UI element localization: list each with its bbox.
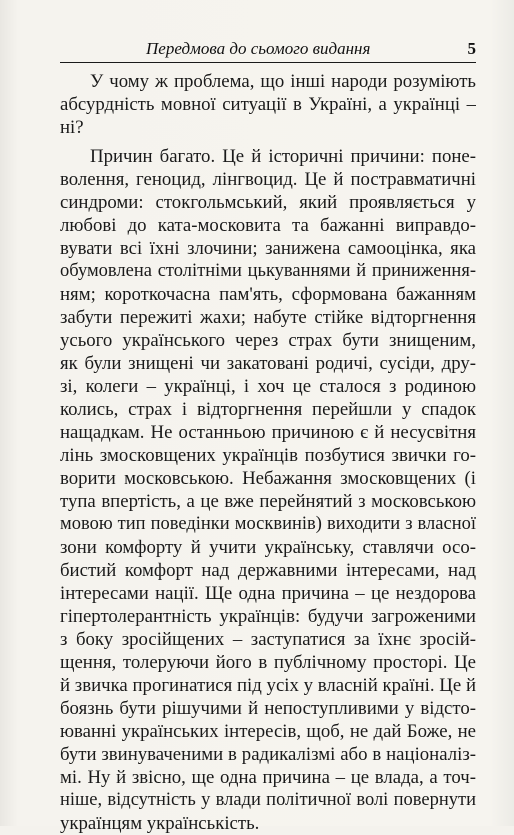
page-number: 5 <box>467 39 476 58</box>
text-line: обумовлена столітніми цькуваннями й приниження- <box>60 261 476 281</box>
text-line: ні? <box>60 117 84 138</box>
text-line: щення, толеруючи його в публічному просторі. Це <box>60 652 476 673</box>
text-line: тупа впертість, а це вже перейнятий з московською <box>60 491 476 512</box>
text-line: з боку зросійщених – заступатися за їхнє зросій- <box>60 629 476 650</box>
text-line: мовою тип поведінки москвинів) виходити з власної <box>60 514 476 534</box>
text-line: мі. Ну й звісно, ще одна причина – це влада, а точ- <box>60 767 476 788</box>
text-line: інтересами нації. Ще одна причина – це нездорова <box>60 583 476 604</box>
paragraph-2 <box>60 145 476 835</box>
text-line: юванні українських інтересів, щоб, не дай Боже, не <box>60 721 476 742</box>
text-line: колись, страх і відторгнення перейшли у спадок <box>60 399 476 420</box>
text-line: синдроми: стокгольмський, який проявляється у <box>60 192 476 213</box>
text-line: волення, геноцид, лінгвоцид. Це й постравматичні <box>60 169 476 190</box>
text-line: нащадкам. Не останньою причиною є й несусвітня <box>60 422 476 443</box>
paragraph-1 <box>60 70 476 139</box>
body-text <box>60 70 476 835</box>
text-line: українцям українськість. <box>60 813 260 834</box>
text-line: ворити московською. Небажання змосковщених (і <box>60 468 476 489</box>
text-line: бистий комфорт над державними інтересами, над <box>60 560 476 581</box>
text-line: зони комфорту й учити українську, ставлячи осо- <box>60 537 476 558</box>
text-line: бути звинуваченими в радикалізмі або в націоналіз- <box>60 744 476 765</box>
text-line: ням; короткочасна пам'ять, сформована бажанням <box>60 284 476 305</box>
running-title: Передмова до сьомого видання <box>146 39 371 58</box>
text-line: як були знищені чи закатовані родичі, сусіди, дру- <box>60 353 476 374</box>
text-line: гіпертолерантність українців: будучи загроженими <box>60 606 476 627</box>
text-line: лінь змосковщених українців позбутися звички го- <box>60 445 476 466</box>
running-header <box>60 38 476 63</box>
text-line: забути пережиті жахи; набуте стійке відторгнення <box>60 307 476 328</box>
text-line: боязнь бути рішучими й непоступливими у відсто- <box>60 698 476 719</box>
text-line: зі, колеги – українці, і хоч це сталося з родиною <box>60 376 476 397</box>
text-line: У чому ж проблема, що інші народи розуміють <box>90 71 476 92</box>
text-line: любові до ката-московита та бажанні виправдо- <box>60 215 476 236</box>
text-line: вувати всі їхні злочини; занижена самооцінка, яка <box>60 238 476 259</box>
text-line: абсурдність мовної ситуації в Україні, а українці – <box>60 94 476 115</box>
text-line: усього українського через страх бути знищеним, <box>60 330 476 351</box>
text-line: Причин багато. Це й історичні причини: поне- <box>90 146 476 167</box>
text-line: ніше, відсутність у влади політичної волі повернути <box>60 790 476 810</box>
text-line: й звичка прогинатися під усіх у власній країні. Це й <box>60 675 476 696</box>
